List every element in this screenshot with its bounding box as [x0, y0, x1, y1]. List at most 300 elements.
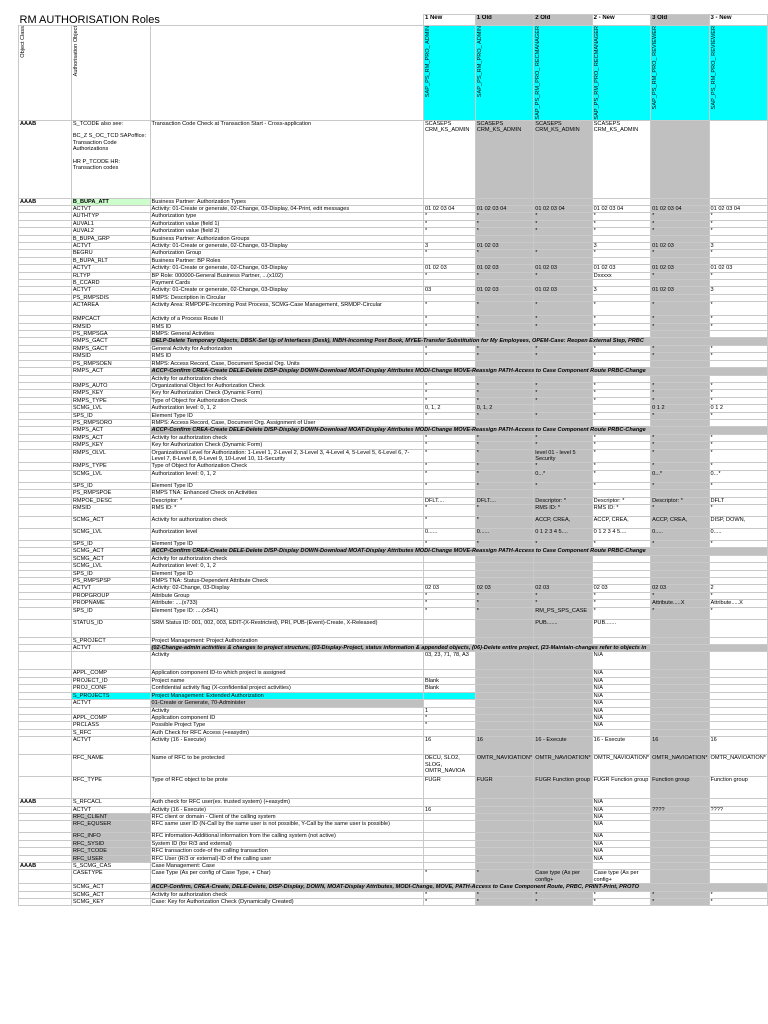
role-value-cell: N/A	[592, 813, 650, 820]
auth-object-cell: S_TCODE also see: BC_Z S_OC_TCD SAPoffice: Transaction Code Authorizations HR P_TCODE HR: Transaction codes	[71, 120, 150, 198]
role-value-cell: *	[651, 891, 709, 898]
description-cell: ACCP-Confirm CREA-Create DELE-Delete DISP-Display DOWN-Download MOAT-Display Attributes MODI-Change MOVE-Reassign PATH-Access to Case Component Route PRBC-Change	[150, 427, 767, 434]
role-value-cell: OMTR_NAVIOATION*	[534, 755, 592, 777]
object-class-cell	[19, 707, 72, 714]
role-value-cell	[423, 555, 475, 562]
role-value-cell: *	[534, 213, 592, 220]
role-value-cell: SCASEPS CRM_KS_ADMIN	[475, 120, 533, 198]
role-value-cell	[709, 198, 767, 205]
role-value-cell	[534, 692, 592, 699]
auth-object-cell: PS_RMPSORO	[71, 419, 150, 426]
role-value-cell: *	[534, 442, 592, 449]
role-value-cell	[475, 855, 533, 862]
role-value-cell: *	[475, 220, 533, 227]
role-value-cell	[475, 235, 533, 242]
role-value-cell: 02 03	[651, 585, 709, 592]
role-value-cell	[423, 419, 475, 426]
auth-object-cell: SPS_ID	[71, 412, 150, 419]
auth-object-cell: SCMG_LVL	[71, 405, 150, 412]
object-class-cell	[19, 272, 72, 279]
role-value-cell: 3	[709, 243, 767, 250]
auth-object-cell: SPS_ID	[71, 607, 150, 619]
role-value-cell	[423, 360, 475, 367]
object-class-cell	[19, 482, 72, 489]
auth-object-cell: ACTVT	[71, 243, 150, 250]
role-value-cell	[423, 821, 475, 833]
role-value-cell	[423, 578, 475, 585]
table-row	[19, 198, 768, 205]
role-value-cell: ????	[651, 806, 709, 813]
auth-object-cell: AUVAL2	[71, 228, 150, 235]
auth-object-cell: SCMG_ACT	[71, 517, 150, 529]
table-row	[19, 338, 768, 345]
table-row	[19, 375, 768, 382]
object-class-cell	[19, 338, 72, 345]
role-value-cell: *	[592, 891, 650, 898]
role-value-cell: *	[709, 382, 767, 389]
role-value-cell	[475, 652, 533, 670]
auth-object-cell: STATUS_ID	[71, 619, 150, 637]
role-value-cell: *	[651, 412, 709, 419]
role-value-cell	[592, 294, 650, 301]
role-value-cell	[651, 235, 709, 242]
object-class-cell	[19, 250, 72, 257]
role-value-cell	[423, 833, 475, 840]
table-row	[19, 243, 768, 250]
auth-object-cell: S_PROJECT	[71, 637, 150, 644]
table-row	[19, 368, 768, 375]
object-class-cell	[19, 280, 72, 287]
description-cell: Application component ID	[150, 714, 423, 721]
role-value-cell: *	[423, 714, 475, 721]
role-value-cell: *	[709, 250, 767, 257]
table-row	[19, 272, 768, 279]
role-value-cell: SCASEPS CRM_KS_ADMIN	[423, 120, 475, 198]
auth-object-cell: RMPS_OLVL	[71, 449, 150, 463]
role-value-cell	[534, 375, 592, 382]
role-value-cell	[475, 570, 533, 577]
role-value-cell: OMTR_NAVIOATION*	[709, 755, 767, 777]
role-value-cell: *	[534, 382, 592, 389]
role-value-cell: N/A	[592, 799, 650, 806]
col-number-2: 1 Old	[475, 15, 533, 26]
role-value-cell: *	[423, 228, 475, 235]
description-cell: Case Type (As per config of Case Type, + Char)	[150, 870, 423, 884]
role-value-cell	[423, 692, 475, 699]
role-value-cell	[709, 257, 767, 264]
role-value-cell: *	[423, 345, 475, 352]
description-cell: 01-Create or Generate, 70-Administer	[150, 700, 423, 707]
description-cell: Element Type ID: ....(x541)	[150, 607, 423, 619]
description-cell: RFC client or domain - Client of the calling system	[150, 813, 423, 820]
table-row	[19, 600, 768, 607]
description-cell: Case Management: Case	[150, 862, 423, 869]
role-value-cell: FUGR Function group	[592, 777, 650, 799]
role-value-cell: 01 02 03 04	[534, 205, 592, 212]
auth-object-cell: RMPS_KEY	[71, 390, 150, 397]
role-value-cell: *	[709, 323, 767, 330]
description-cell: Element Type ID	[150, 482, 423, 489]
role-value-cell: *	[651, 899, 709, 906]
auth-object-cell: RMSID	[71, 353, 150, 360]
role-value-cell: SCASEPS CRM_KS_ADMIN	[534, 120, 592, 198]
role-value-cell: *	[423, 382, 475, 389]
description-cell: Business Partner: BP Roles	[150, 257, 423, 264]
role-value-cell: *	[709, 228, 767, 235]
role-value-cell: 0.....	[709, 529, 767, 541]
role-value-cell: *	[423, 870, 475, 884]
role-value-cell: *	[423, 250, 475, 257]
role-value-cell: *	[534, 891, 592, 898]
role-value-cell: 16	[475, 737, 533, 755]
role-value-cell: level 01 - level 5 Security	[534, 449, 592, 463]
role-value-cell: 3	[709, 287, 767, 294]
role-value-cell	[423, 375, 475, 382]
object-class-cell	[19, 777, 72, 799]
table-row	[19, 692, 768, 699]
role-value-cell: *	[709, 353, 767, 360]
auth-object-cell: ACTVT	[71, 700, 150, 707]
role-value-cell: *	[592, 607, 650, 619]
table-row	[19, 652, 768, 670]
role-value-cell: 16	[423, 737, 475, 755]
auth-object-cell: RFC_USER	[71, 855, 150, 862]
role-value-cell	[651, 578, 709, 585]
role-value-cell	[475, 692, 533, 699]
description-cell: Payment Cards	[150, 280, 423, 287]
role-value-cell: *	[475, 302, 533, 316]
role-value-cell: *	[709, 302, 767, 316]
description-cell: Activity for authorization check	[150, 891, 423, 898]
role-value-cell: 01 02 03 04	[651, 205, 709, 212]
role-value-cell: *	[592, 899, 650, 906]
role-value-cell: 01 02 03	[534, 265, 592, 272]
object-class-cell	[19, 529, 72, 541]
role-value-cell: 16	[651, 737, 709, 755]
auth-object-cell: PS_RMPSPOE	[71, 490, 150, 497]
auth-object-cell: SPS_ID	[71, 482, 150, 489]
role-value-cell	[592, 490, 650, 497]
object-class-cell	[19, 670, 72, 677]
auth-object-cell: ACTVT	[71, 645, 150, 652]
object-class-cell	[19, 555, 72, 562]
auth-object-cell: SCMG_ACT	[71, 891, 150, 898]
object-class-cell	[19, 294, 72, 301]
table-row	[19, 563, 768, 570]
object-class-cell	[19, 316, 72, 323]
role-value-cell	[651, 331, 709, 338]
description-cell: Auth Check for RFC Access (+easydm)	[150, 729, 423, 736]
role-value-cell	[423, 813, 475, 820]
role-value-cell: *	[592, 213, 650, 220]
description-cell: Type of Object for Authorization Check	[150, 463, 423, 470]
role-value-cell: *	[475, 316, 533, 323]
role-value-cell	[709, 707, 767, 714]
role-value-cell: *	[534, 397, 592, 404]
auth-object-cell: RFC_SYSID	[71, 840, 150, 847]
role-value-cell	[592, 563, 650, 570]
col-number-4: 2 - New	[592, 15, 650, 26]
object-class-cell	[19, 563, 72, 570]
table-row	[19, 685, 768, 692]
role-value-cell	[592, 729, 650, 736]
auth-object-cell: ACTVT	[71, 265, 150, 272]
role-value-cell	[423, 729, 475, 736]
role-value-cell	[534, 257, 592, 264]
object-class-cell	[19, 434, 72, 441]
role-value-cell: 0, 1, 2	[475, 405, 533, 412]
role-value-cell	[709, 685, 767, 692]
role-value-cell	[475, 280, 533, 287]
role-value-cell	[475, 840, 533, 847]
auth-object-cell: RMSID	[71, 505, 150, 517]
role-value-cell: N/A	[592, 848, 650, 855]
role-value-cell: *	[423, 600, 475, 607]
role-value-cell: *	[651, 353, 709, 360]
description-cell: Activity Area: RMPDPE-Incoming Post Process, SCMG-Case Management, SRMDP-Circular	[150, 302, 423, 316]
role-value-cell: SCASEPS CRM_KS_ADMIN	[592, 120, 650, 198]
object-class-cell	[19, 220, 72, 227]
object-class-cell	[19, 353, 72, 360]
role-value-cell	[709, 821, 767, 833]
auth-object-cell: PRCLASS	[71, 722, 150, 729]
role-value-cell: *	[592, 345, 650, 352]
role-value-cell: *	[592, 316, 650, 323]
role-value-cell: Dxxxxx	[592, 272, 650, 279]
role-value-cell: ACCP, CREA,	[534, 517, 592, 529]
table-row	[19, 442, 768, 449]
role-value-cell: *	[423, 482, 475, 489]
role-value-cell	[709, 652, 767, 670]
auth-object-cell: S_RFC	[71, 729, 150, 736]
role-value-cell	[651, 198, 709, 205]
auth-object-cell: ACTVT	[71, 806, 150, 813]
role-value-cell: 02 03	[534, 585, 592, 592]
table-row	[19, 419, 768, 426]
description-cell: RMPS: Description in Circular	[150, 294, 423, 301]
role-value-cell: 0 1 2	[651, 405, 709, 412]
description-cell: RMPS: Access Record, Case, Document Special Org. Units	[150, 360, 423, 367]
auth-object-cell: RFC_EQUSER	[71, 821, 150, 833]
description-cell: ACCP-Confirm CREA-Create DELE-Delete DISP-Display DOWN-Download MOAT-Display Attributes MODI-Change MOVE-Reassign PATH-Access to Case Component Route PRBC-Change	[150, 368, 767, 375]
table-row	[19, 729, 768, 736]
role-value-cell: 1	[423, 707, 475, 714]
role-value-cell: *	[423, 302, 475, 316]
role-value-cell: *	[592, 323, 650, 330]
table-row	[19, 353, 768, 360]
role-value-cell	[475, 707, 533, 714]
role-value-cell	[651, 685, 709, 692]
role-value-cell: PUB.......	[534, 619, 592, 637]
table-row	[19, 294, 768, 301]
role-value-cell: *	[592, 397, 650, 404]
role-value-cell: ACCP, CREA,	[651, 517, 709, 529]
role-header-3: SAP_PS_RM_PRO_ RECMANAGER	[534, 26, 592, 121]
role-value-cell	[475, 714, 533, 721]
role-value-cell	[709, 490, 767, 497]
role-value-cell: *	[709, 213, 767, 220]
object-class-cell	[19, 840, 72, 847]
role-value-cell: 3	[592, 287, 650, 294]
table-row	[19, 645, 768, 652]
role-value-cell	[475, 862, 533, 869]
description-cell: Business Partner: Authorization Types	[150, 198, 423, 205]
role-value-cell	[534, 405, 592, 412]
object-class-cell	[19, 449, 72, 463]
role-value-cell: *	[423, 592, 475, 599]
role-value-cell: *	[423, 213, 475, 220]
role-value-cell: *	[709, 397, 767, 404]
auth-object-cell: PROPNAME	[71, 600, 150, 607]
auth-object-cell: RMPS_AUTO	[71, 382, 150, 389]
object-class-cell	[19, 891, 72, 898]
description-cell: RFC User (R/3 or external)-ID of the calling user	[150, 855, 423, 862]
auth-object-cell: SCMG_ACT	[71, 884, 150, 891]
description-cell: Element Type ID	[150, 412, 423, 419]
table-row	[19, 555, 768, 562]
role-value-cell	[534, 578, 592, 585]
role-value-cell	[423, 670, 475, 677]
role-value-cell	[423, 331, 475, 338]
description-cell: Application component ID-to which project is assigned	[150, 670, 423, 677]
description-cell: Element Type ID	[150, 570, 423, 577]
description-cell: (02-Change-admin activities & changes to project structure, (03-Display-Project, status information & appended objects, (06)-Delete entire project, (23-Maintain-changes refer to objects in	[150, 645, 767, 652]
role-value-cell: *	[534, 302, 592, 316]
object-class-cell	[19, 652, 72, 670]
role-value-cell	[534, 821, 592, 833]
role-value-cell	[475, 722, 533, 729]
object-class-cell	[19, 848, 72, 855]
sheet-title: RM AUTHORISATION Roles	[19, 14, 160, 26]
role-value-cell	[651, 840, 709, 847]
role-value-cell: *	[534, 353, 592, 360]
role-value-cell	[651, 833, 709, 840]
role-value-cell	[709, 235, 767, 242]
role-value-cell	[651, 707, 709, 714]
description-cell: Business Partner: Authorization Groups	[150, 235, 423, 242]
role-value-cell: N/A	[592, 840, 650, 847]
table-row	[19, 405, 768, 412]
role-value-cell: *	[592, 390, 650, 397]
role-value-cell: *	[423, 390, 475, 397]
role-value-cell: *	[534, 899, 592, 906]
object-class-cell	[19, 714, 72, 721]
description-cell: Activity (16 - Execute)	[150, 737, 423, 755]
description-cell: Type of RFC object to be prote	[150, 777, 423, 799]
auth-object-cell: ACTVT	[71, 287, 150, 294]
role-value-cell: DECU, SLO2, SLOG, OMTR_NAVIOA	[423, 755, 475, 777]
role-value-cell: *	[423, 891, 475, 898]
auth-object-cell: RFC_TCODE	[71, 848, 150, 855]
role-value-cell: N/A	[592, 692, 650, 699]
role-value-cell: OMTR_NAVIOATION*	[475, 755, 533, 777]
role-value-cell	[651, 692, 709, 699]
role-value-cell: *	[534, 390, 592, 397]
description-cell: Authorization value (field 2)	[150, 228, 423, 235]
object-class-cell	[19, 382, 72, 389]
role-value-cell: *	[423, 434, 475, 441]
col-number-3: 2 Old	[534, 15, 592, 26]
role-value-cell: *	[651, 482, 709, 489]
role-value-cell: *	[475, 353, 533, 360]
auth-object-cell: SCMG_LVL	[71, 529, 150, 541]
role-value-cell	[534, 722, 592, 729]
role-value-cell	[651, 848, 709, 855]
role-value-cell: *	[423, 541, 475, 548]
role-value-cell	[534, 652, 592, 670]
role-value-cell: *	[651, 397, 709, 404]
role-value-cell: *	[423, 449, 475, 463]
table-row	[19, 331, 768, 338]
object-class-cell	[19, 685, 72, 692]
role-value-cell: *	[651, 434, 709, 441]
auth-object-cell: RMPS_GACT	[71, 338, 150, 345]
role-value-cell	[709, 280, 767, 287]
role-value-cell	[709, 870, 767, 884]
table-row	[19, 250, 768, 257]
role-value-cell: *	[592, 228, 650, 235]
object-class-cell	[19, 722, 72, 729]
table-row	[19, 548, 768, 555]
description-cell: Activity	[150, 652, 423, 670]
role-value-cell: *	[709, 482, 767, 489]
role-value-cell	[534, 570, 592, 577]
auth-object-cell: RLTYP	[71, 272, 150, 279]
object-class-cell	[19, 806, 72, 813]
role-value-cell: *	[709, 390, 767, 397]
object-class-cell	[19, 323, 72, 330]
role-value-cell	[475, 637, 533, 644]
object-class-cell	[19, 585, 72, 592]
role-value-cell	[709, 360, 767, 367]
role-value-cell: 02 03	[475, 585, 533, 592]
role-value-cell: *	[423, 899, 475, 906]
role-value-cell	[592, 198, 650, 205]
description-cell: Activity for authorization check	[150, 517, 423, 529]
table-row	[19, 463, 768, 470]
role-value-cell	[651, 700, 709, 707]
description-cell: System ID (for R/3 and external)	[150, 840, 423, 847]
description-cell: RMPS: Access Record, Case, Document Org. Assignment of User	[150, 419, 423, 426]
role-value-cell: N/A	[592, 714, 650, 721]
role-value-cell	[475, 198, 533, 205]
object-class-cell	[19, 870, 72, 884]
role-value-cell: *	[592, 353, 650, 360]
role-value-cell: *	[592, 442, 650, 449]
role-value-cell: *	[651, 250, 709, 257]
role-value-cell	[651, 862, 709, 869]
role-value-cell: N/A	[592, 685, 650, 692]
auth-object-cell: RMPS_ACT	[71, 434, 150, 441]
role-value-cell: 0 1 2	[709, 405, 767, 412]
role-value-cell	[534, 555, 592, 562]
table-row	[19, 427, 768, 434]
object-class-cell	[19, 243, 72, 250]
role-value-cell	[534, 670, 592, 677]
role-value-cell	[423, 862, 475, 869]
role-value-cell: *	[592, 434, 650, 441]
object-class-cell	[19, 205, 72, 212]
role-value-cell: DISP, DOWN,	[709, 517, 767, 529]
object-class-cell	[19, 578, 72, 585]
role-value-cell: *	[534, 412, 592, 419]
object-class-cell	[19, 213, 72, 220]
description-cell: Activity of a Process Route II	[150, 316, 423, 323]
object-class-cell	[19, 619, 72, 637]
role-value-cell: *	[475, 412, 533, 419]
role-value-cell: *	[475, 870, 533, 884]
description-cell: RFC transaction code-of the calling transaction	[150, 848, 423, 855]
